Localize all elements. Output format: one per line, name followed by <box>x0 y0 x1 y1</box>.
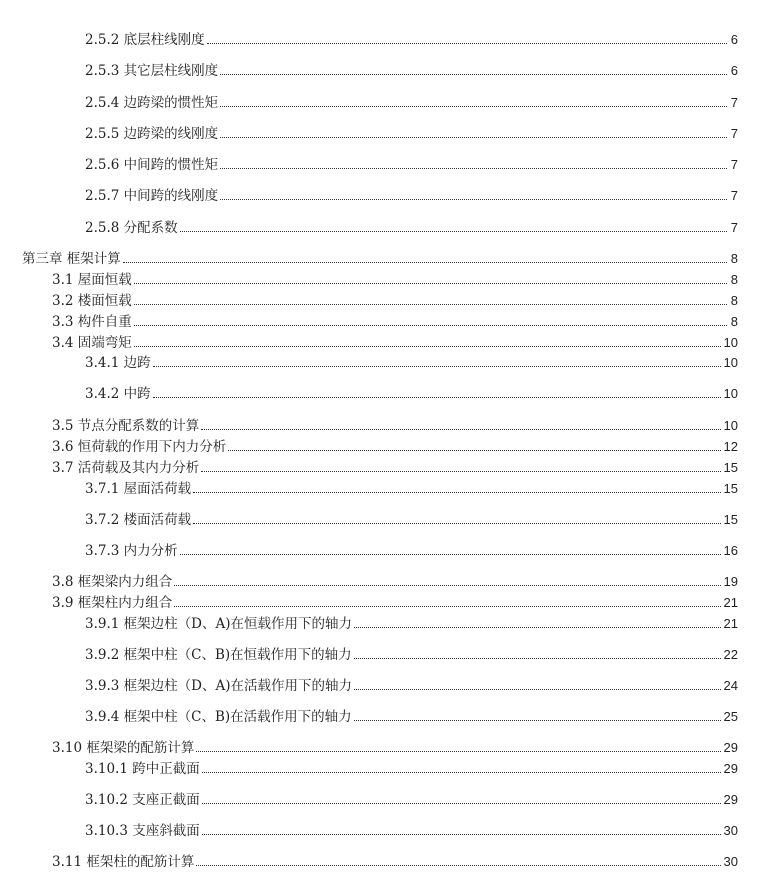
dot-leader <box>201 470 720 472</box>
toc-entry-page-number: 15 <box>723 460 738 475</box>
toc-entry-page-number: 30 <box>723 854 738 869</box>
toc-entry-label: 2.5.5 边跨梁的线刚度 <box>85 126 219 142</box>
toc-entry-label: 2.5.4 边跨梁的惯性矩 <box>85 95 219 111</box>
toc-entry[interactable] <box>52 571 738 591</box>
toc-entry-page-number: 10 <box>723 418 738 433</box>
toc-entry[interactable] <box>85 60 738 80</box>
toc-entry-label: 3.9.3 框架边柱（D、A)在活载作用下的轴力 <box>85 678 352 694</box>
toc-entry-page-number: 7 <box>730 220 738 235</box>
toc-entry-label: 3.9.2 框架中柱（C、B)在恒载作用下的轴力 <box>85 647 352 663</box>
toc-entry-label: 2.5.8 分配系数 <box>85 220 178 236</box>
toc-entry-page-number: 29 <box>723 761 738 776</box>
toc-entry-page-number: 19 <box>723 574 738 589</box>
toc-entry[interactable] <box>52 269 738 289</box>
dot-leader <box>220 198 727 200</box>
dot-leader <box>220 105 727 107</box>
toc-entry-label: 3.10 框架梁的配筋计算 <box>52 740 195 756</box>
toc-entry-page-number: 10 <box>723 355 738 370</box>
dot-leader <box>153 365 721 367</box>
toc-entry[interactable] <box>85 675 738 695</box>
toc-entry-page-number: 6 <box>730 32 738 47</box>
toc-entry[interactable] <box>85 29 738 49</box>
toc-entry-label: 3.7.3 内力分析 <box>85 543 178 559</box>
dot-leader <box>228 449 720 451</box>
dot-leader <box>134 303 727 305</box>
toc-entry-label: 3.2 楼面恒载 <box>52 293 132 309</box>
dot-leader <box>354 626 721 628</box>
toc-entry[interactable] <box>85 383 738 403</box>
toc-entry-label: 2.5.7 中间跨的线刚度 <box>85 188 219 204</box>
toc-entry-page-number: 7 <box>730 157 738 172</box>
toc-entry[interactable] <box>85 789 738 809</box>
toc-entry-page-number: 8 <box>730 293 738 308</box>
toc-entry-label: 3.7.1 屋面活荷载 <box>85 481 192 497</box>
toc-entry-page-number: 16 <box>723 543 738 558</box>
toc-entry[interactable] <box>85 758 738 778</box>
toc-entry[interactable] <box>85 540 738 560</box>
toc-entry-page-number: 15 <box>723 512 738 527</box>
dot-leader <box>196 864 720 866</box>
toc-entry-label: 3.8 框架梁内力组合 <box>52 574 173 590</box>
toc-entry-page-number: 25 <box>723 709 738 724</box>
toc-entry[interactable] <box>85 613 738 633</box>
toc-entry-page-number: 29 <box>723 740 738 755</box>
toc-entry-label: 3.10.2 支座正截面 <box>85 792 200 808</box>
dot-leader <box>202 833 721 835</box>
toc-entry-label: 3.3 构件自重 <box>52 314 132 330</box>
toc-entry-label: 3.11 框架柱的配筋计算 <box>52 854 195 870</box>
toc-entry-label: 2.5.3 其它层柱线刚度 <box>85 63 219 79</box>
toc-entry[interactable] <box>52 851 738 871</box>
toc-entry[interactable] <box>85 123 738 143</box>
dot-leader <box>354 657 721 659</box>
dot-leader <box>354 688 721 690</box>
toc-entry-label: 3.10.1 跨中正截面 <box>85 761 200 777</box>
dot-leader <box>180 553 721 555</box>
dot-leader <box>202 802 721 804</box>
dot-leader <box>153 396 721 398</box>
toc-entry-page-number: 8 <box>730 272 738 287</box>
toc-entry-label: 3.10.3 支座斜截面 <box>85 823 200 839</box>
dot-leader <box>220 73 727 75</box>
toc-entry-label: 3.4 固端弯矩 <box>52 335 132 351</box>
toc-entry-label: 3.4.1 边跨 <box>85 355 151 371</box>
toc-entry[interactable] <box>52 415 738 435</box>
toc-entry-label: 3.6 恒荷载的作用下内力分析 <box>52 439 227 455</box>
dot-leader <box>134 324 727 326</box>
toc-entry[interactable] <box>85 154 738 174</box>
toc-entry-page-number: 8 <box>730 314 738 329</box>
toc-entry[interactable] <box>85 820 738 840</box>
toc-entry-page-number: 29 <box>723 792 738 807</box>
toc-entry[interactable] <box>85 706 738 726</box>
toc-entry-label: 3.4.2 中跨 <box>85 386 151 402</box>
toc-entry[interactable] <box>52 311 738 331</box>
dot-leader <box>196 750 720 752</box>
dot-leader <box>123 261 727 263</box>
toc-entry-label: 3.9.4 框架中柱（C、B)在活载作用下的轴力 <box>85 709 352 725</box>
toc-entry[interactable] <box>85 644 738 664</box>
toc-entry-page-number: 30 <box>723 823 738 838</box>
toc-entry[interactable] <box>52 436 738 456</box>
toc-entry-page-number: 7 <box>730 188 738 203</box>
toc-entry[interactable] <box>52 592 738 612</box>
toc-entry-label: 2.5.2 底层柱线刚度 <box>85 32 205 48</box>
toc-entry-label: 第三章 框架计算 <box>22 251 121 267</box>
toc-entry[interactable] <box>52 457 738 477</box>
dot-leader <box>201 428 720 430</box>
toc-entry-page-number: 7 <box>730 95 738 110</box>
toc-entry-page-number: 21 <box>723 595 738 610</box>
dot-leader <box>193 522 720 524</box>
toc-entry[interactable] <box>85 509 738 529</box>
toc-entry-page-number: 10 <box>723 386 738 401</box>
toc-entry-page-number: 8 <box>730 251 738 266</box>
toc-entry-label: 3.9.1 框架边柱（D、A)在恒载作用下的轴力 <box>85 616 352 632</box>
toc-entry-page-number: 6 <box>730 63 738 78</box>
dot-leader <box>180 230 727 232</box>
toc-entry-label: 2.5.6 中间跨的惯性矩 <box>85 157 219 173</box>
dot-leader <box>134 282 727 284</box>
dot-leader <box>220 167 727 169</box>
toc-entry-page-number: 7 <box>730 126 738 141</box>
toc-entry-label: 3.9 框架柱内力组合 <box>52 595 173 611</box>
dot-leader <box>174 584 720 586</box>
toc-entry[interactable] <box>52 290 738 310</box>
toc-entry-page-number: 15 <box>723 481 738 496</box>
toc-entry[interactable] <box>85 352 738 372</box>
dot-leader <box>134 345 721 347</box>
dot-leader <box>202 771 721 773</box>
dot-leader <box>193 491 720 493</box>
toc-entry-page-number: 12 <box>723 439 738 454</box>
dot-leader <box>220 136 727 138</box>
toc-entry-page-number: 22 <box>723 647 738 662</box>
toc-entry[interactable] <box>52 332 738 352</box>
toc-entry[interactable] <box>85 185 738 205</box>
toc-entry-label: 3.5 节点分配系数的计算 <box>52 418 200 434</box>
toc-entry[interactable] <box>52 737 738 757</box>
toc-entry[interactable] <box>22 248 738 268</box>
toc-entry[interactable] <box>85 478 738 498</box>
toc-entry-label: 3.1 屋面恒载 <box>52 272 132 288</box>
toc-entry[interactable] <box>85 92 738 112</box>
toc-entry-page-number: 10 <box>723 335 738 350</box>
dot-leader <box>174 605 720 607</box>
toc-entry[interactable] <box>85 217 738 237</box>
toc-entry-page-number: 24 <box>723 678 738 693</box>
toc-entry-label: 3.7.2 楼面活荷载 <box>85 512 192 528</box>
dot-leader <box>354 719 721 721</box>
toc-entry-page-number: 21 <box>723 616 738 631</box>
dot-leader <box>207 42 727 44</box>
toc-entry-label: 3.7 活荷载及其内力分析 <box>52 460 200 476</box>
